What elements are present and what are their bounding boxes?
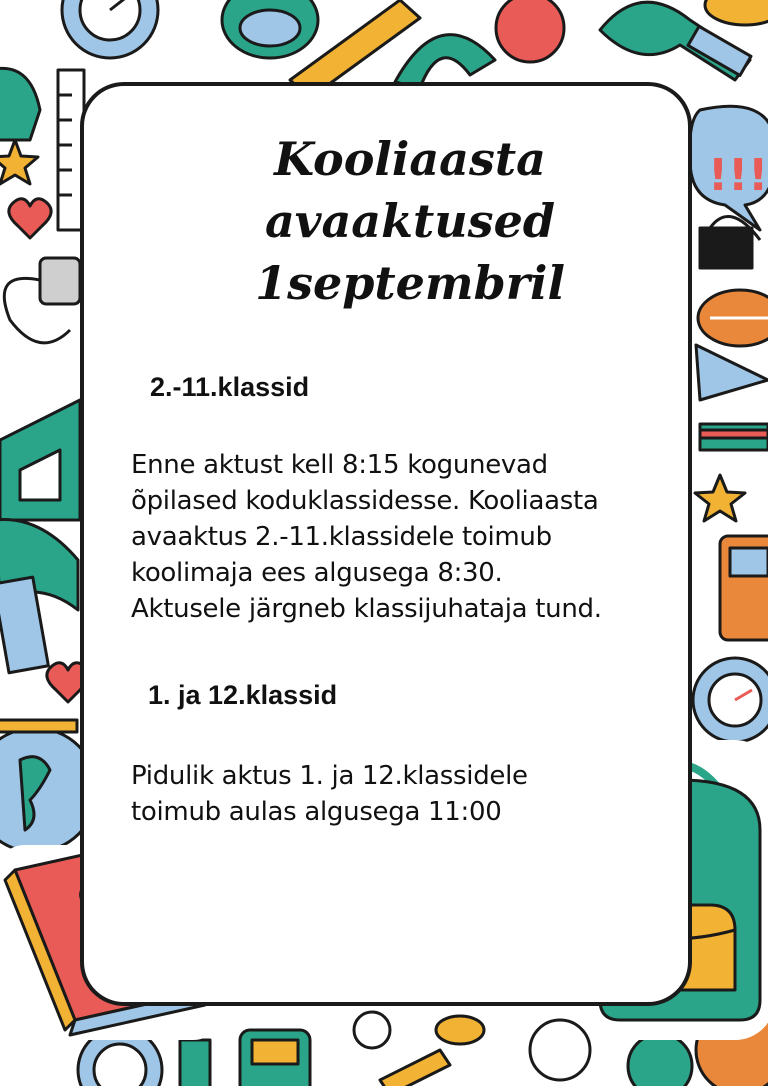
text-line: avaaktus 2.-11.klassidele toimub <box>131 522 552 552</box>
clock-icon <box>693 658 768 742</box>
text-line: Aktusele järgneb klassijuhataja tund. <box>131 594 602 624</box>
title-line: avaaktused <box>264 194 556 248</box>
section-heading-grades-2-11: 2.-11.klassid <box>150 372 310 402</box>
text-line: õpilased koduklassidesse. Kooliaasta <box>131 486 599 516</box>
apple-icon <box>496 0 564 62</box>
triangle-ruler-icon <box>0 400 80 520</box>
star-icon <box>0 140 38 184</box>
clock-icon <box>62 0 158 58</box>
poster-title <box>190 128 630 314</box>
pencil-icon <box>700 424 768 450</box>
text-line: koolimaja ees algusega 8:30. <box>131 558 503 588</box>
magnet-icon <box>395 35 495 88</box>
flask-icon <box>0 68 40 140</box>
title-line: 1septembril <box>255 256 565 310</box>
title-line: Kooliaasta <box>274 132 546 186</box>
flask-icon <box>222 0 318 58</box>
star-icon <box>695 475 745 521</box>
text-line: toimub aulas algusega 11:00 <box>131 797 502 827</box>
calculator-icon <box>720 536 768 640</box>
svg-text:!!!: !!! <box>708 150 768 201</box>
section-heading-grades-1-12: 1. ja 12.klassid <box>148 680 338 710</box>
text-line: Pidulik aktus 1. ja 12.klassidele <box>131 761 528 791</box>
flask-icon <box>0 520 78 673</box>
section-text-grades-1-12 <box>131 758 528 830</box>
text-line: Enne aktust kell 8:15 kogunevad <box>131 450 548 480</box>
calculator-icon <box>240 1030 310 1086</box>
section-text-grades-2-11 <box>131 447 602 627</box>
heart-icon <box>9 199 51 238</box>
speech-bubble-icon <box>690 106 768 230</box>
